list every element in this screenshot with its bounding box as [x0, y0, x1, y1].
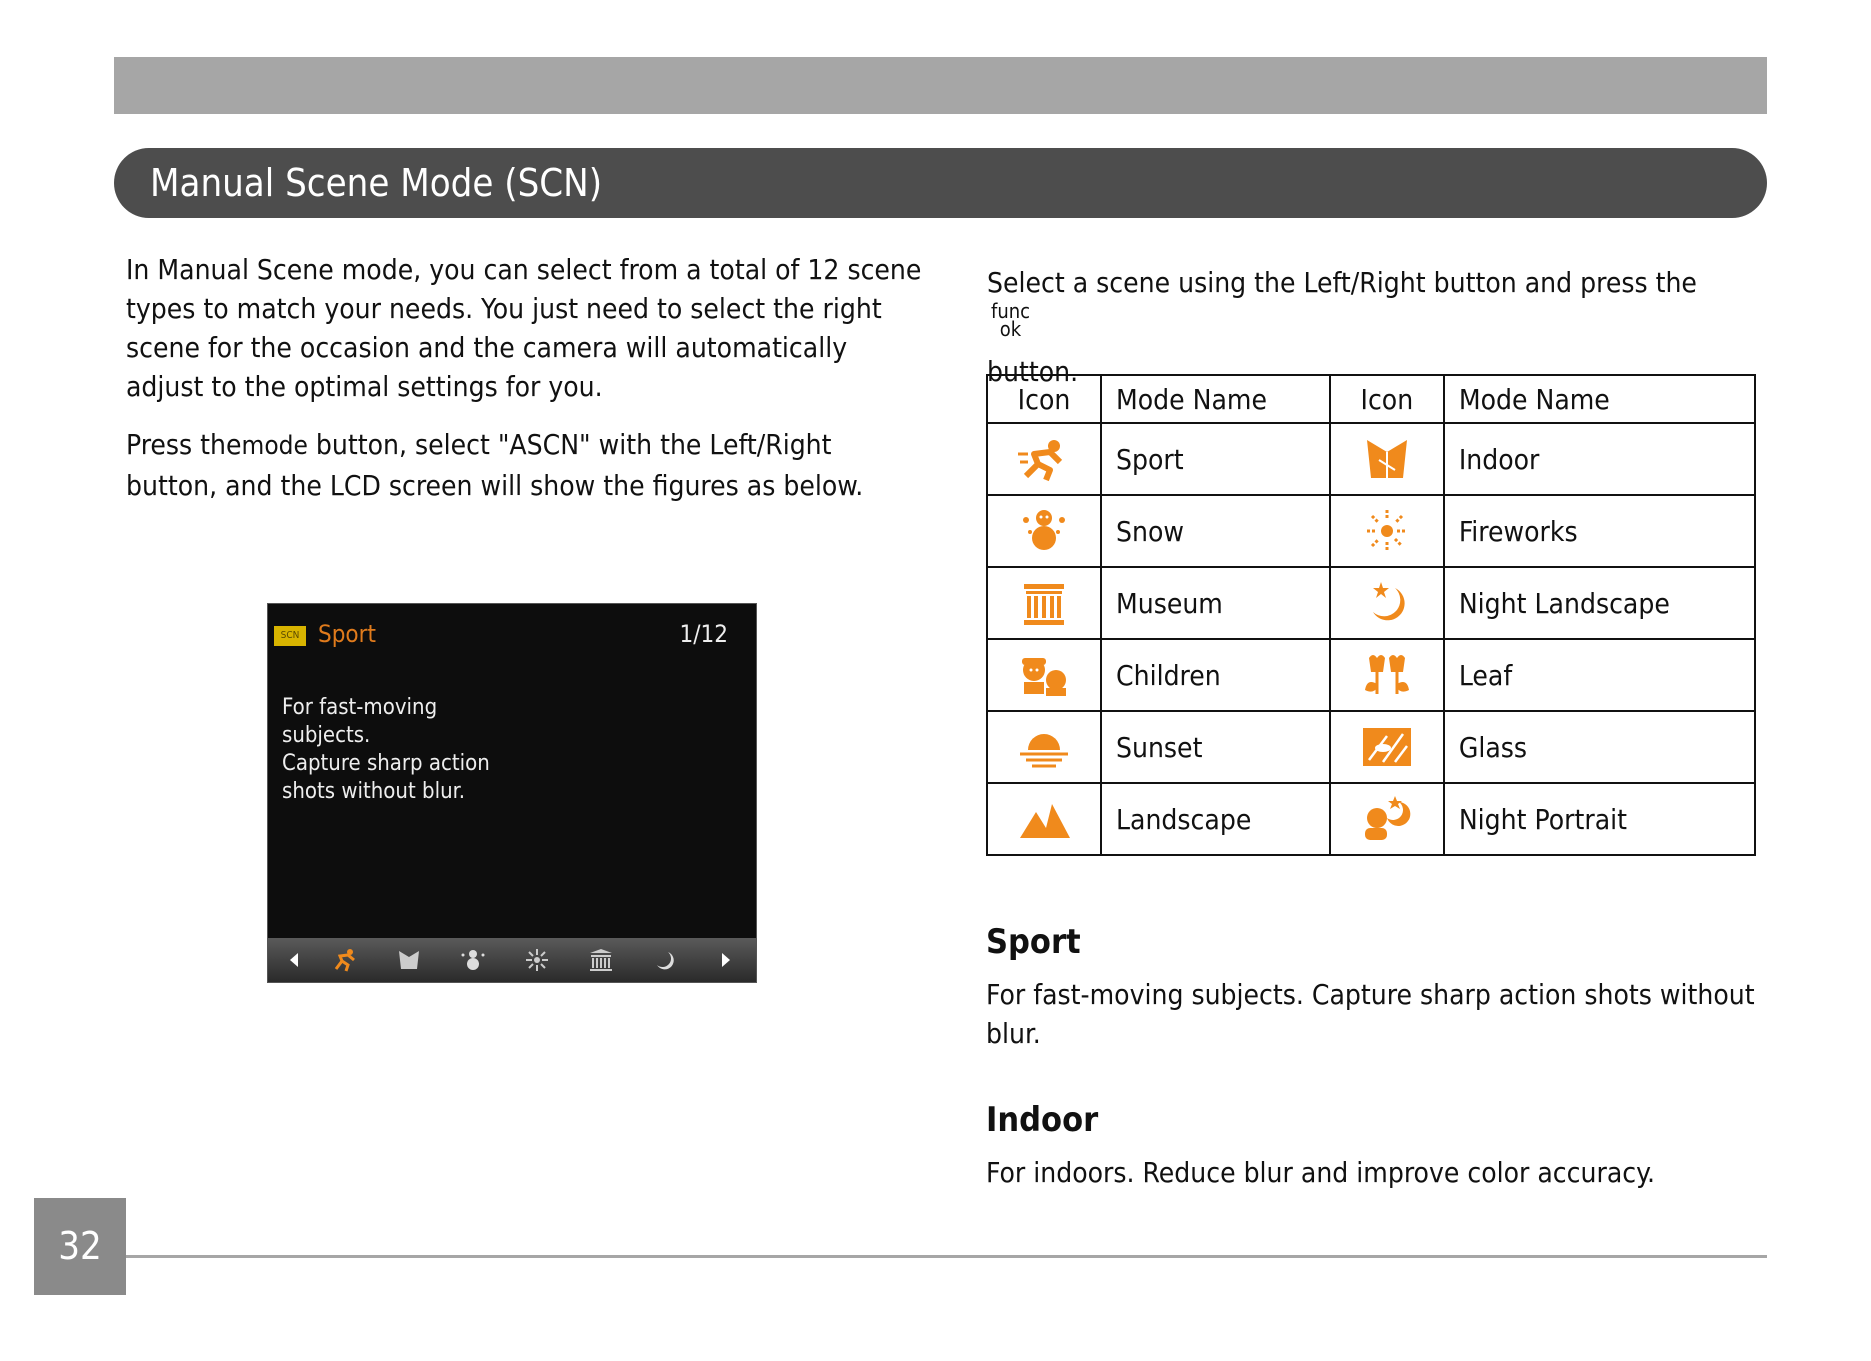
icon-cell — [987, 783, 1101, 855]
museum-icon — [1016, 578, 1072, 628]
icon-cell — [1330, 711, 1444, 783]
table-row — [987, 567, 1755, 639]
landscape-icon — [1016, 794, 1072, 844]
snow-icon — [460, 947, 486, 973]
table-row — [987, 783, 1755, 855]
snow-icon — [1016, 506, 1072, 556]
icon-cell — [1330, 423, 1444, 495]
mode-name: Indoor — [1444, 423, 1755, 495]
ok-label: ok — [999, 317, 1022, 341]
lcd-desc-line: subjects. — [282, 723, 371, 748]
indoor-section-text: For indoors. Reduce blur and improve color accuracy. — [986, 1156, 1656, 1189]
sport-section-text: For fast-moving subjects. Capture sharp action shots without blur. — [986, 978, 1755, 1050]
table-row — [987, 495, 1755, 567]
sunset-icon — [1016, 722, 1072, 772]
glass-icon — [1359, 722, 1415, 772]
sport-icon — [1016, 434, 1072, 484]
fireworks-icon — [1359, 506, 1415, 556]
icon-cell — [987, 639, 1101, 711]
mode-name: Leaf — [1444, 639, 1755, 711]
night-landscape-icon — [1359, 578, 1415, 628]
mode-name: Snow — [1101, 495, 1330, 567]
selection-text-start: Select a scene using the Left/Right button and press the — [987, 266, 1697, 299]
museum-icon — [588, 947, 614, 973]
lcd-scene-strip — [268, 938, 756, 982]
func-ok-button-label — [991, 299, 1031, 341]
page-title: Manual Scene Mode (SCN) — [114, 148, 1767, 218]
instruction-paragraph — [126, 425, 926, 505]
lcd-desc-line: Capture sharp action — [282, 751, 490, 776]
mode-name: Museum — [1101, 567, 1330, 639]
func-label: func — [991, 299, 1031, 323]
table-row — [987, 711, 1755, 783]
mode-name: Night Landscape — [1444, 567, 1755, 639]
header-icon: Icon — [1330, 375, 1444, 423]
left-arrow-icon — [282, 947, 308, 973]
icon-cell — [987, 711, 1101, 783]
right-arrow-icon — [712, 947, 738, 973]
icon-cell — [1330, 639, 1444, 711]
icon-cell — [1330, 495, 1444, 567]
top-bar — [114, 57, 1767, 114]
selection-text-end: button. — [987, 355, 1079, 388]
children-icon — [1016, 650, 1072, 700]
night-portrait-icon — [1359, 794, 1415, 844]
table-row — [987, 639, 1755, 711]
lcd-screen — [267, 603, 757, 983]
lcd-scene-title: Sport — [318, 620, 376, 648]
header-mode-name: Mode Name — [1444, 375, 1755, 423]
icon-cell — [987, 423, 1101, 495]
mode-name: Fireworks — [1444, 495, 1755, 567]
icon-cell — [1330, 783, 1444, 855]
selection-paragraph — [987, 263, 1747, 391]
instruction-text-end: button, select "ASCN" with the Left/Right button, and the LCD screen will show the figures as below. — [126, 428, 864, 502]
sport-section-title: Sport — [986, 922, 1081, 962]
lcd-scene-count: 1/12 — [679, 620, 728, 648]
icon-cell — [987, 495, 1101, 567]
header-icon: Icon — [987, 375, 1101, 423]
footer-rule — [126, 1255, 1767, 1258]
scene-mode-table — [986, 374, 1756, 856]
mode-name: Landscape — [1101, 783, 1330, 855]
mode-name: Night Portrait — [1444, 783, 1755, 855]
table-row — [987, 423, 1755, 495]
lcd-desc-line: For fast-moving — [282, 695, 438, 720]
instruction-text-start: Press the — [126, 428, 242, 461]
fireworks-icon — [524, 947, 550, 973]
mode-name: Sunset — [1101, 711, 1330, 783]
leaf-icon — [1359, 650, 1415, 700]
sport-icon — [332, 947, 358, 973]
mode-name: Sport — [1101, 423, 1330, 495]
indoor-section-title: Indoor — [986, 1100, 1099, 1140]
lcd-description — [282, 694, 490, 806]
intro-paragraph: In Manual Scene mode, you can select from a total of 12 scene types to match your needs. You just need to select the right scene for the occasion and the camera will automatically adjust to the optimal settings for you. — [126, 253, 922, 403]
header-mode-name: Mode Name — [1101, 375, 1330, 423]
table-header-row — [987, 375, 1755, 423]
indoor-icon — [396, 947, 422, 973]
night-landscape-icon — [652, 947, 678, 973]
icon-cell — [987, 567, 1101, 639]
mode-name: Children — [1101, 639, 1330, 711]
mode-button-label: mode — [241, 431, 308, 461]
indoor-icon — [1359, 434, 1415, 484]
page-number: 32 — [34, 1198, 126, 1295]
icon-cell — [1330, 567, 1444, 639]
lcd-desc-line: shots without blur. — [282, 779, 466, 804]
mode-name: Glass — [1444, 711, 1755, 783]
scn-badge: SCN — [274, 626, 306, 646]
